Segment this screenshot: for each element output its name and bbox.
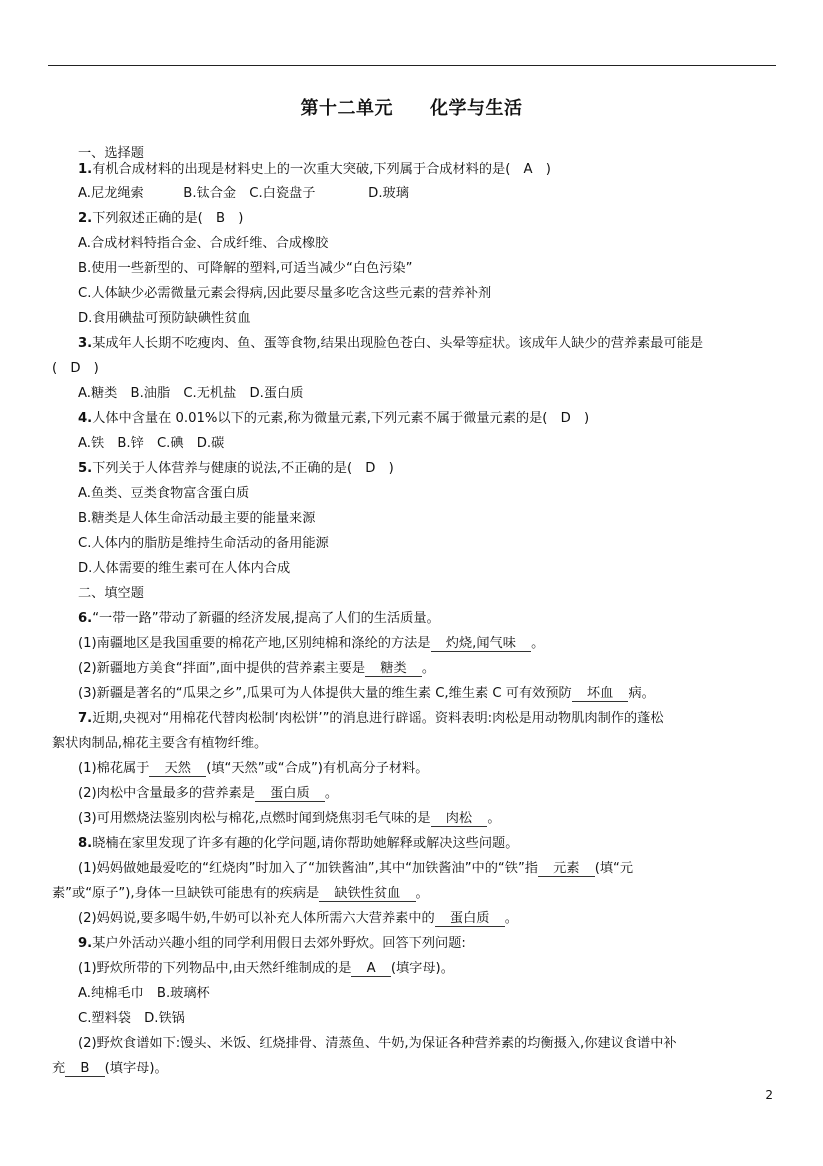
text-line [52,1060,168,1078]
text-line [78,785,338,803]
line-text: 。 [531,636,545,651]
text-line [78,635,544,653]
line-text: A.纯棉毛巾 B.玻璃杯 [78,986,210,1001]
text-line [78,335,703,353]
line-text: 二、填空题 [78,586,144,601]
line-text: (1)野炊所带的下列物品中,由天然纤维制成的是 [78,961,352,976]
text-line [78,185,409,203]
text-line [52,885,429,903]
text-line [52,735,267,753]
line-text: A.铁 B.锌 C.碘 D.碳 [78,436,225,451]
question-number: 6. [78,611,93,626]
text-line [78,260,412,278]
question-number: 8. [78,836,93,851]
page-number: 2 [765,1088,773,1102]
text-line [78,760,428,778]
text-line [78,860,633,878]
text-line [78,560,290,578]
line-text: C.人体内的脂肪是维持生命活动的备用能源 [78,536,329,551]
text-line [78,535,329,553]
text-line [78,710,664,728]
line-text: C.塑料袋 D.铁锅 [78,1011,185,1026]
line-text: 。 [324,786,339,801]
text-line [78,1035,677,1053]
text-line [78,460,394,478]
text-line [78,410,589,428]
line-text: D.食用碘盐可预防缺碘性贫血 [78,311,251,326]
question-number: 4. [78,411,93,426]
question-number: 1. [78,162,93,177]
line-text: “一带一路”带动了新疆的经济发展,提高了人们的生活质量。 [92,611,440,626]
line-text: (2)妈妈说,要多喝牛奶,牛奶可以补充人体所需六大营养素中的 [78,911,435,926]
line-text: 某户外活动兴趣小组的同学利用假日去郊外野炊。回答下列问题: [92,936,466,951]
line-text: 。 [487,811,501,826]
line-text: B.使用一些新型的、可降解的塑料,可适当减少“白色污染” [78,261,413,276]
text-line [78,810,501,828]
line-text: 某成年人长期不吃瘦肉、鱼、蛋等食物,结果出现脸色苍白、头晕等症状。该成年人缺少的营养素最可能是 [92,336,704,351]
line-text: 下列关于人体营养与健康的说法,不正确的是( D ) [92,461,394,476]
text-line [78,685,655,703]
text-line [78,435,224,453]
text-line [78,161,551,179]
text-line [78,1010,185,1028]
text-line [78,510,315,528]
line-text: 晓楠在家里发现了许多有趣的化学问题,请你帮助她解释或解决这些问题。 [92,836,519,851]
line-text: 一、选择题 [78,146,144,161]
text-line [78,660,435,678]
answer-blank: 缺铁性贫血 [321,886,414,901]
line-text: (填字母)。 [390,961,454,976]
answer-blank: B [67,1061,103,1076]
line-text: 充 [52,1061,66,1076]
text-line [78,235,328,253]
line-text: (1)棉花属于 [78,761,150,776]
text-line [78,585,144,603]
line-text: (3)可用燃烧法鉴别肉松与棉花,点燃时闻到烧焦羽毛气味的是 [78,811,431,826]
line-text: A.合成材料特指合金、合成纤维、合成橡胶 [78,236,329,251]
line-text: A.尼龙绳索 B.钛合金 C.白瓷盘子 D.玻璃 [78,186,409,201]
line-text: A.鱼类、豆类食物富含蛋白质 [78,486,250,501]
question-number: 5. [78,461,93,476]
line-text: ( D ) [52,361,99,376]
line-text: (2)新疆地方美食“拌面”,面中提供的营养素主要是 [78,661,366,676]
text-line [78,935,466,953]
question-number: 3. [78,336,93,351]
line-text: 。 [415,886,429,901]
text-line [78,835,518,853]
answer-blank: 元素 [539,861,593,876]
line-text: (2)肉松中含量最多的营养素是 [78,786,255,801]
text-line [78,485,249,503]
text-line [78,385,303,403]
answer-blank: 坏血 [573,686,627,701]
line-text: (填“元 [594,861,634,876]
line-text: 絮状肉制品,棉花主要含有植物纤维。 [52,736,268,751]
line-text: 人体中含量在 0.01%以下的元素,称为微量元素,下列元素不属于微量元素的是( D ) [92,411,590,426]
line-text: (填字母)。 [104,1061,168,1076]
text-line [78,960,454,978]
line-text: (填“天然”或“合成”)有机高分子材料。 [206,761,429,776]
page-title: 第十二单元 化学与生活 [300,98,523,119]
line-text: 。 [504,911,518,926]
text-line [78,610,440,628]
line-text: 。 [421,661,436,676]
line-text: (1)南疆地区是我国重要的棉花产地,区别纯棉和涤纶的方法是 [78,636,431,651]
text-line [78,910,518,928]
line-text: D.人体需要的维生素可在人体内合成 [78,561,291,576]
line-text: (1)妈妈做她最爱吃的“红烧肉”时加入了“加铁酱油”,其中“加铁酱油”中的“铁”指 [78,861,538,876]
line-text: C.人体缺少必需微量元素会得病,因此要尽量多吃含这些元素的营养补剂 [78,286,492,301]
question-number: 2. [78,211,93,226]
answer-blank: 肉松 [432,811,486,826]
question-number: 9. [78,936,93,951]
answer-blank: A [353,961,389,976]
line-text: (2)野炊食谱如下:馒头、米饭、红烧排骨、清蒸鱼、牛奶,为保证各种营养素的均衡摄入,你建议食谱中补 [78,1036,677,1051]
answer-blank: 天然 [151,761,205,776]
header-rule [48,65,776,66]
line-text: 下列叙述正确的是( B ) [92,211,244,226]
line-text: 素”或“原子”),身体一旦缺铁可能患有的疾病是 [52,886,320,901]
text-line [78,310,251,328]
text-line [78,285,491,303]
text-line [52,360,99,378]
line-text: 病。 [628,686,655,701]
answer-blank: 糖类 [367,661,420,676]
line-text: 有机合成材料的出现是材料史上的一次重大突破,下列属于合成材料的是( A ) [92,162,551,177]
line-text: (3)新疆是著名的“瓜果之乡”,瓜果可为人体提供大量的维生素 C,维生素 C 可有效预防 [78,686,572,701]
answer-blank: 蛋白质 [256,786,323,801]
answer-blank: 蛋白质 [436,911,503,926]
answer-blank: 灼烧,闻气味 [432,636,530,651]
question-number: 7. [78,711,93,726]
line-text: B.糖类是人体生命活动最主要的能量来源 [78,511,316,526]
line-text: A.糖类 B.油脂 C.无机盐 D.蛋白质 [78,386,304,401]
text-line [78,210,243,228]
line-text: 近期,央视对“用棉花代替肉松制‘肉松饼’”的消息进行辟谣。资料表明:肉松是用动物肌肉制作的蓬松 [92,711,664,726]
text-line [78,985,210,1003]
